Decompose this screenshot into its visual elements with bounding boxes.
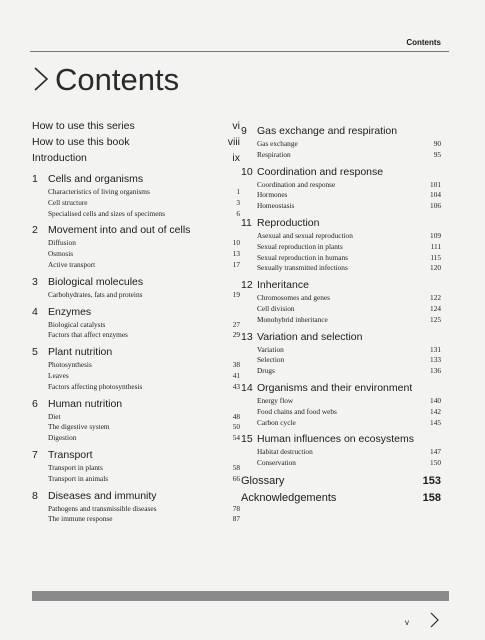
chapter-heading[interactable]: [32, 398, 240, 412]
topic-label: Specialised cells and sizes of specimens: [48, 208, 165, 218]
topic-label: Drugs: [257, 366, 275, 376]
topic-label: Selection: [257, 355, 285, 365]
topic-label: Pathogens and transmissible diseases: [48, 503, 157, 513]
topic-page: 147: [430, 447, 441, 457]
chapter-number: 12: [241, 279, 253, 292]
chapter-group: [32, 346, 240, 392]
chapter-number: 9: [241, 125, 247, 137]
topic-page: 3: [236, 197, 240, 207]
chapter-title: Inheritance: [257, 279, 309, 292]
topic-page: 27: [232, 319, 240, 329]
topic-entry[interactable]: [32, 290, 240, 301]
topic-label: Diet: [48, 411, 61, 421]
topic-page: 109: [430, 230, 441, 240]
topic-page: 78: [232, 503, 240, 513]
chapter-number: 15: [241, 433, 253, 446]
topic-page: 133: [430, 355, 441, 365]
chapter-group: [32, 306, 240, 342]
topic-entry[interactable]: [32, 433, 240, 444]
topic-entry[interactable]: [32, 260, 240, 271]
chapter-heading[interactable]: [241, 166, 441, 180]
topic-page: 50: [232, 422, 240, 432]
chapter-heading[interactable]: [241, 125, 441, 139]
topic-page: 29: [232, 330, 240, 340]
chapter-heading[interactable]: [32, 306, 240, 320]
chapter-title: Cells and organisms: [48, 173, 144, 185]
topic-page: 104: [430, 190, 441, 200]
chapter-group: [241, 433, 441, 469]
topic-page: 124: [430, 303, 441, 313]
topic-page: 95: [433, 149, 441, 159]
topic-entry[interactable]: [32, 238, 240, 249]
topic-page: 145: [430, 417, 441, 427]
page-title-text: Contents: [55, 62, 180, 97]
topic-entry[interactable]: [241, 355, 441, 366]
chevron-right-icon: [430, 612, 439, 628]
entry-page: ix: [232, 152, 240, 164]
chapter-heading[interactable]: [32, 224, 240, 238]
toc-entry[interactable]: [32, 152, 240, 168]
chapter-group: [32, 449, 240, 485]
topic-entry[interactable]: [32, 474, 240, 485]
topic-entry[interactable]: [241, 293, 441, 304]
topic-label: Photosynthesis: [48, 360, 92, 370]
topic-entry[interactable]: [241, 407, 441, 418]
topic-page: 111: [430, 241, 441, 251]
topic-label: Hormones: [257, 190, 288, 200]
topic-label: Factors affecting photosynthesis: [48, 381, 143, 391]
topic-page: 48: [232, 411, 240, 421]
topic-label: Gas exchange: [257, 139, 298, 148]
topic-entry[interactable]: [32, 360, 240, 371]
chapter-heading[interactable]: [32, 276, 240, 290]
chapter-number: 14: [241, 381, 253, 394]
topic-entry[interactable]: [241, 345, 441, 356]
chapter-number: 1: [32, 173, 38, 185]
topic-label: Digestion: [48, 433, 77, 443]
entry-label: Acknowledgements: [241, 491, 337, 504]
toc-entry[interactable]: [241, 475, 441, 492]
chapter-number: 11: [241, 216, 252, 229]
chapter-number: 4: [32, 305, 38, 318]
chapter-title: Gas exchange and respiration: [257, 125, 398, 137]
topic-entry[interactable]: [241, 447, 441, 458]
chapter-heading[interactable]: [32, 490, 240, 504]
topic-page: 140: [430, 395, 441, 405]
topic-entry[interactable]: [32, 412, 240, 423]
topic-entry[interactable]: [32, 422, 240, 433]
topic-label: Biological catalysts: [48, 319, 106, 329]
topic-label: Factors that affect enzymes: [48, 330, 128, 340]
chapter-group: [32, 490, 240, 526]
topic-page: 54: [232, 433, 240, 443]
topic-label: The immune response: [48, 514, 113, 524]
topic-entry[interactable]: [32, 382, 240, 393]
topic-label: Diffusion: [48, 238, 76, 248]
entry-page: 153: [422, 474, 441, 487]
chapter-group: [32, 398, 240, 444]
chapter-title: Coordination and response: [257, 165, 384, 178]
topic-label: Sexual reproduction in plants: [257, 241, 343, 251]
chapter-group: [32, 173, 240, 219]
topic-label: Cell division: [257, 303, 295, 313]
chapter-title: Transport: [48, 448, 93, 461]
header-divider: [30, 51, 449, 52]
topic-label: Carbohydrates, fats and proteins: [48, 289, 143, 299]
topic-label: Transport in plants: [48, 462, 103, 472]
topic-entry[interactable]: [32, 320, 240, 331]
topic-entry[interactable]: [241, 396, 441, 407]
chapter-title: Variation and selection: [257, 330, 363, 343]
topic-label: Variation: [257, 344, 284, 354]
topic-entry[interactable]: [241, 139, 441, 150]
chapter-title: Plant nutrition: [48, 346, 113, 359]
chapter-title: Biological molecules: [48, 275, 144, 288]
topic-label: Characteristics of living organisms: [48, 187, 150, 196]
toc-entry[interactable]: [32, 120, 240, 136]
topic-page: 90: [433, 139, 441, 148]
topic-page: 38: [232, 360, 240, 370]
topic-entry[interactable]: [241, 150, 441, 161]
topic-page: 43: [232, 381, 240, 391]
topic-entry[interactable]: [32, 514, 240, 525]
chapter-number: 2: [32, 224, 38, 237]
topic-page: 1: [236, 187, 240, 196]
topic-label: Habitat destruction: [257, 447, 313, 457]
chapter-group: [32, 224, 240, 270]
topic-page: 142: [430, 406, 441, 416]
footer-bar: [32, 591, 449, 601]
topic-page: 87: [232, 514, 240, 524]
topic-label: Sexual reproduction in humans: [257, 252, 348, 262]
topic-label: Energy flow: [257, 395, 294, 405]
topic-label: Coordination and response: [257, 179, 336, 189]
topic-page: 115: [430, 252, 441, 262]
chapter-number: 3: [32, 275, 38, 288]
topic-label: The digestive system: [48, 422, 110, 432]
topic-page: 122: [430, 293, 441, 303]
topic-label: Sexually transmitted infections: [257, 263, 348, 273]
topic-label: Monohybrid inheritance: [257, 314, 328, 324]
chapter-heading[interactable]: [241, 433, 441, 447]
topic-entry[interactable]: [32, 504, 240, 515]
chapter-title: Organisms and their environment: [257, 381, 413, 394]
chapter-number: 5: [32, 346, 38, 359]
chapter-heading[interactable]: [241, 382, 441, 396]
topic-label: Leaves: [48, 370, 69, 380]
topic-entry[interactable]: [241, 315, 441, 326]
chapter-heading[interactable]: [241, 217, 441, 231]
back-matter-list: [241, 475, 441, 509]
entry-page: vi: [232, 120, 240, 132]
topic-label: Respiration: [257, 149, 291, 159]
chapter-group: [241, 125, 441, 161]
running-header: Contents: [406, 38, 441, 47]
entry-page: 158: [422, 491, 441, 504]
topic-entry[interactable]: [241, 242, 441, 253]
topic-page: 106: [430, 201, 441, 211]
topic-entry[interactable]: [32, 187, 240, 198]
entry-label: How to use this book: [32, 136, 130, 148]
topic-entry[interactable]: [32, 249, 240, 260]
chapter-number: 6: [32, 397, 38, 410]
topic-label: Homeostasis: [257, 201, 295, 211]
chapter-number: 8: [32, 489, 38, 502]
topic-label: Asexual and sexual reproduction: [257, 230, 353, 240]
topic-entry[interactable]: [241, 418, 441, 429]
topic-entry[interactable]: [32, 330, 240, 341]
topic-label: Osmosis: [48, 249, 74, 259]
topic-entry[interactable]: [241, 180, 441, 191]
entry-label: Introduction: [32, 152, 87, 164]
topic-page: 131: [430, 344, 441, 354]
topic-entry[interactable]: [32, 463, 240, 474]
toc-entry[interactable]: [241, 492, 441, 509]
chapter-title: Human influences on ecosystems: [257, 433, 414, 446]
chapter-group: [241, 331, 441, 377]
topic-page: 6: [236, 208, 240, 218]
chapter-title: Movement into and out of cells: [48, 224, 191, 237]
topic-entry[interactable]: [241, 253, 441, 264]
topic-label: Active transport: [48, 259, 96, 269]
chapter-heading[interactable]: [32, 449, 240, 463]
chapter-group: [241, 217, 441, 274]
topic-page: 136: [430, 366, 441, 376]
topic-entry[interactable]: [241, 190, 441, 201]
chapter-heading[interactable]: [32, 173, 240, 187]
chapter-heading[interactable]: [241, 279, 441, 293]
topic-entry[interactable]: [32, 209, 240, 220]
topic-entry[interactable]: [241, 201, 441, 212]
chapter-title: Human nutrition: [48, 397, 123, 410]
chapter-number: 10: [241, 165, 253, 178]
topic-entry[interactable]: [241, 231, 441, 242]
topic-entry[interactable]: [32, 198, 240, 209]
topic-page: 13: [232, 249, 240, 259]
page-number: v: [405, 618, 409, 627]
topic-page: 66: [232, 473, 240, 483]
topic-page: 17: [232, 259, 240, 269]
chapter-heading[interactable]: [241, 331, 441, 345]
toc-right-column: [241, 120, 441, 509]
topic-label: Carbon cycle: [257, 417, 296, 427]
topic-entry[interactable]: [241, 366, 441, 377]
topic-page: 58: [232, 462, 240, 472]
chapter-list-left: [32, 173, 240, 525]
topic-page: 19: [232, 289, 240, 299]
chapter-group: [241, 279, 441, 325]
chapter-list-right: [241, 125, 441, 469]
front-matter-list: [32, 120, 240, 168]
topic-label: Conservation: [257, 458, 296, 468]
entry-label: Glossary: [241, 474, 285, 487]
topic-page: 10: [232, 238, 240, 248]
chapter-number: 13: [241, 330, 253, 343]
entry-label: How to use this series: [32, 120, 135, 132]
topic-entry[interactable]: [241, 263, 441, 274]
topic-entry[interactable]: [241, 304, 441, 315]
entry-page: viii: [227, 136, 240, 148]
topic-entry[interactable]: [241, 458, 441, 469]
chapter-group: [32, 276, 240, 301]
toc-left-column: [32, 120, 240, 525]
chevron-right-icon: [32, 66, 50, 92]
chapter-heading[interactable]: [32, 346, 240, 360]
chapter-title: Enzymes: [48, 305, 92, 318]
chapter-title: Reproduction: [257, 216, 320, 229]
chapter-group: [241, 382, 441, 428]
topic-label: Cell structure: [48, 197, 88, 207]
topic-page: 150: [430, 458, 441, 468]
toc-entry[interactable]: [32, 136, 240, 152]
topic-page: 101: [430, 179, 441, 189]
chapter-title: Diseases and immunity: [48, 489, 157, 502]
topic-label: Food chains and food webs: [257, 406, 337, 416]
topic-page: 125: [430, 314, 441, 324]
topic-entry[interactable]: [32, 371, 240, 382]
chapter-group: [241, 166, 441, 212]
topic-label: Transport in animals: [48, 473, 109, 483]
chapter-number: 7: [32, 448, 38, 461]
topic-page: 120: [430, 263, 441, 273]
page-title: [32, 62, 179, 98]
topic-page: 41: [232, 370, 240, 380]
topic-label: Chromosomes and genes: [257, 293, 330, 303]
